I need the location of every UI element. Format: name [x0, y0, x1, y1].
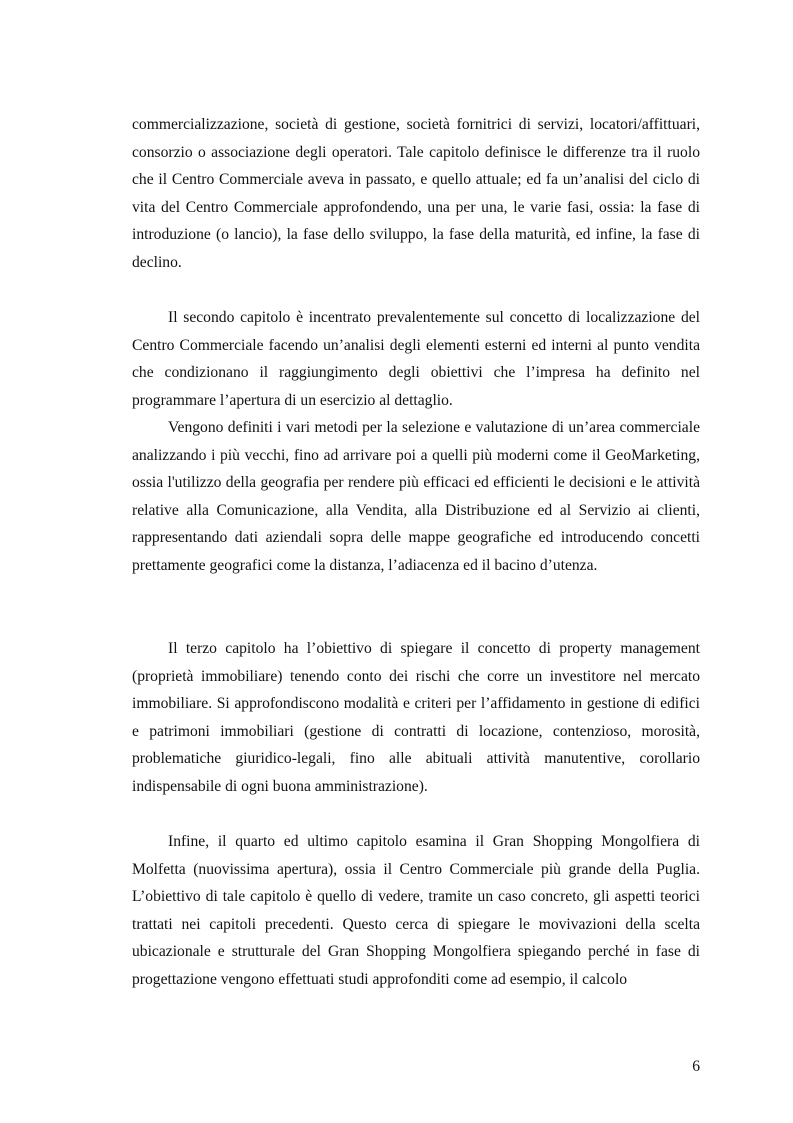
paragraph-text: Il terzo capitolo ha l’obiettivo di spiegare il concetto di property management (proprietà immobiliare) tenendo conto dei rischi che corre un investitore nel mercato immobiliare. Si approfondiscono modalità e criteri per l’affidamento in gestione di edifici e patrimoni immobiliari (gestione di contratti di locazione, contenzioso, morosità, problematiche giuridico-legali, fino alle abituali attività manutentive, corollario indispensabile di ogni buona amministrazione).: [132, 640, 700, 795]
paragraph-text: Vengono definiti i vari metodi per la selezione e valutazione di un’area commerciale analizzando i più vecchi, fino ad arrivare poi a quelli più moderni come il GeoMarketing, ossia l'utilizzo della geografia per rendere più efficaci ed efficienti le decisioni e le attività relative alla Comunicazione, alla Vendita, alla Distribuzione ed al Servizio ai clienti, rappresentando dati aziendali sopra delle mappe geografiche ed introducendo concetti prettamente geografici come la distanza, l’adiacenza ed il bacino d’utenza.: [132, 419, 700, 574]
body-paragraph-fourth-chapter: [132, 828, 700, 994]
body-paragraph-continued: [132, 111, 700, 277]
body-paragraph-third-chapter: [132, 635, 700, 801]
paragraph-text: commercializzazione, società di gestione, società fornitrici di servizi, locatori/affittuari, consorzio o associazione degli operatori. Tale capitolo definisce le differenze tra il ruolo che il Centro Commerciale aveva in passato, e quello attuale; ed fa un’analisi del ciclo di vita del Centro Commerciale approfondendo, una per una, le varie fasi, ossia: la fase di introduzione (o lancio), la fase dello sviluppo, la fase della maturità, ed infine, la fase di declino.: [132, 116, 700, 271]
body-paragraph-second-chapter: [132, 304, 700, 414]
paragraph-text: Il secondo capitolo è incentrato prevalentemente sul concetto di localizzazione del Centro Commerciale facendo un’analisi degli elementi esterni ed interni al punto vendita che condizionano il raggiungimento degli obiettivi che l’impresa ha definito nel programmare l’apertura di un esercizio al dettaglio.: [132, 309, 700, 409]
body-paragraph-methods: [132, 414, 700, 580]
paragraph-text: Infine, il quarto ed ultimo capitolo esamina il Gran Shopping Mongolfiera di Molfetta (nuovissima apertura), ossia il Centro Commerciale più grande della Puglia. L’obiettivo di tale capitolo è quello di vedere, tramite un caso concreto, gli aspetti teorici trattati nei capitoli precedenti. Questo cerca di spiegare le movivazioni della scelta ubicazionale e strutturale del Gran Shopping Mongolfiera spiegando perché in fase di progettazione vengono effettuati studi approfonditi come ad esempio, il calcolo: [132, 833, 700, 988]
page-number: 6: [692, 1058, 700, 1075]
